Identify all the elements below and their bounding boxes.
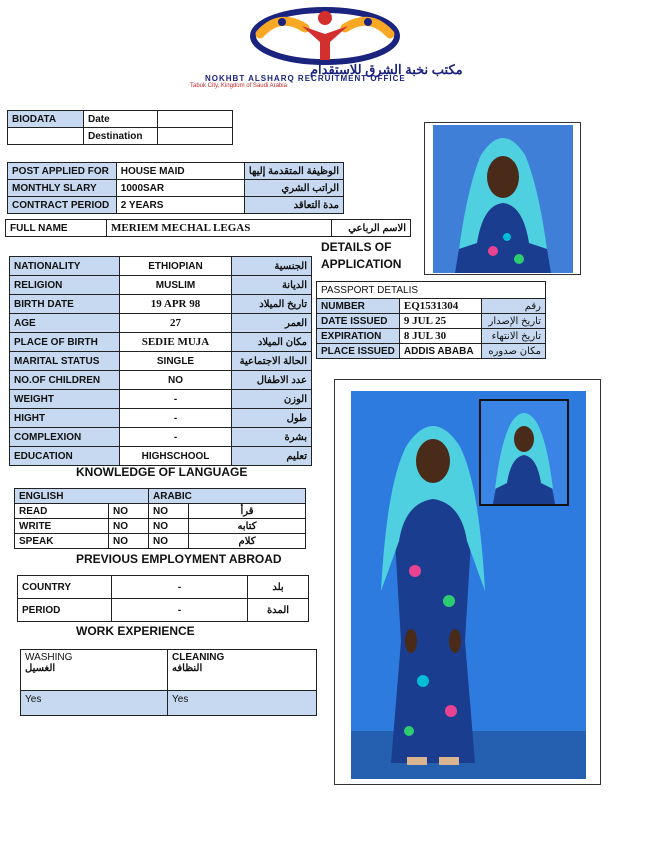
- biodata-table: [7, 110, 233, 145]
- birth-date-label: BIRTH DATE: [10, 295, 120, 314]
- education-label: EDUCATION: [10, 447, 120, 466]
- date-label: Date: [84, 111, 158, 128]
- write-english: NO: [109, 519, 149, 534]
- full-name-value: MERIEM MECHAL LEGAS: [107, 220, 332, 237]
- complexion-value: -: [120, 428, 232, 447]
- speak-english: NO: [109, 534, 149, 549]
- post-table: [7, 162, 344, 214]
- expiration-label: EXPIRATION: [317, 329, 400, 344]
- place-of-birth-value: SEDIE MUJA: [120, 333, 232, 352]
- full-name-label: FULL NAME: [6, 220, 107, 237]
- details-title-line2: APPLICATION: [321, 257, 402, 271]
- details-title-line1: DETAILS OF: [321, 240, 392, 254]
- speak-arabic-label: كلام: [189, 534, 306, 549]
- details-table: [9, 256, 312, 466]
- nationality-value: ETHIOPIAN: [120, 257, 232, 276]
- applicant-portrait-photo: [424, 122, 581, 275]
- logo-arabic-text: مكتب نخبة الشرق للاستقدام: [310, 62, 463, 77]
- children-label: NO.OF CHILDREN: [10, 371, 120, 390]
- country-label: COUNTRY: [18, 576, 112, 599]
- place-issued-label: PLACE ISSUED: [317, 344, 400, 359]
- children-arabic: عدد الاطفال: [232, 371, 312, 390]
- post-applied-arabic: الوظيفة المتقدمة إليها: [244, 163, 343, 180]
- biodata-label: BIODATA: [8, 111, 84, 128]
- weight-label: WEIGHT: [10, 390, 120, 409]
- nationality-arabic: الجنسية: [232, 257, 312, 276]
- speak-arabic: NO: [149, 534, 189, 549]
- post-applied-label: POST APPLIED FOR: [8, 163, 117, 180]
- height-arabic: طول: [232, 409, 312, 428]
- washing-value: Yes: [21, 691, 168, 716]
- age-arabic: العمر: [232, 314, 312, 333]
- education-value: HIGHSCHOOL: [120, 447, 232, 466]
- write-label: WRITE: [15, 519, 109, 534]
- employment-title: PREVIOUS EMPLOYMENT ABROAD: [76, 552, 282, 566]
- cleaning-value: Yes: [168, 691, 317, 716]
- country-value: -: [112, 576, 248, 599]
- washing-arabic: الغسيل: [25, 663, 56, 674]
- age-value: 27: [120, 314, 232, 333]
- read-arabic-label: قرأ: [189, 504, 306, 519]
- religion-arabic: الديانة: [232, 276, 312, 295]
- weight-value: -: [120, 390, 232, 409]
- date-value: [158, 111, 233, 128]
- period-value: -: [112, 599, 248, 622]
- birth-date-arabic: تاريخ الميلاد: [232, 295, 312, 314]
- employment-table: [17, 575, 309, 622]
- passport-number-arabic: رقم: [481, 299, 545, 314]
- full-name-table: [5, 219, 411, 237]
- complexion-arabic: بشرة: [232, 428, 312, 447]
- period-arabic: المدة: [248, 599, 309, 622]
- nationality-label: NATIONALITY: [10, 257, 120, 276]
- contract-period-value: 2 YEARS: [116, 197, 244, 214]
- inset-figure-icon: [481, 401, 567, 504]
- place-issued-value: ADDIS ABABA: [399, 344, 481, 359]
- logo-subtitle: Tabuk City, Kingdom of Saudi Arabia: [190, 83, 287, 89]
- children-value: NO: [120, 371, 232, 390]
- write-arabic-label: كتابه: [189, 519, 306, 534]
- weight-arabic: الوزن: [232, 390, 312, 409]
- passport-number-value: EQ1531304: [399, 299, 481, 314]
- cleaning-cell: [168, 650, 317, 691]
- read-english: NO: [109, 504, 149, 519]
- passport-title: PASSPORT DETALIS: [317, 282, 546, 299]
- language-title: KNOWLEDGE OF LANGUAGE: [76, 465, 248, 479]
- age-label: AGE: [10, 314, 120, 333]
- destination-label: Destination: [84, 128, 158, 145]
- cleaning-label: CLEANING: [172, 652, 225, 663]
- language-head-arabic: ARABIC: [149, 489, 306, 504]
- monthly-salary-label: MONTHLY SLARY: [8, 180, 117, 197]
- expiration-value: 8 JUL 30: [399, 329, 481, 344]
- place-issued-arabic: مكان صدوره: [481, 344, 545, 359]
- marital-status-value: SINGLE: [120, 352, 232, 371]
- place-of-birth-arabic: مكان الميلاد: [232, 333, 312, 352]
- place-of-birth-label: PLACE OF BIRTH: [10, 333, 120, 352]
- birth-date-value: 19 APR 98: [120, 295, 232, 314]
- cleaning-arabic: النظافه: [172, 663, 203, 674]
- passport-table: [316, 281, 546, 359]
- write-arabic: NO: [149, 519, 189, 534]
- full-name-arabic: الاسم الرباعي: [332, 220, 411, 237]
- portrait-figure-icon: [433, 125, 573, 273]
- language-table: [14, 488, 306, 549]
- read-label: READ: [15, 504, 109, 519]
- date-issued-label: DATE ISSUED: [317, 314, 400, 329]
- washing-cell: [21, 650, 168, 691]
- applicant-full-body-photo: [334, 379, 601, 785]
- religion-value: MUSLIM: [120, 276, 232, 295]
- read-arabic: NO: [149, 504, 189, 519]
- post-applied-value: HOUSE MAID: [116, 163, 244, 180]
- marital-status-arabic: الحالة الاجتماعية: [232, 352, 312, 371]
- height-value: -: [120, 409, 232, 428]
- date-issued-arabic: تاريخ الإصدار: [481, 314, 545, 329]
- marital-status-label: MARITAL STATUS: [10, 352, 120, 371]
- monthly-salary-arabic: الراتب الشري: [244, 180, 343, 197]
- work-title: WORK EXPERIENCE: [76, 624, 195, 638]
- expiration-arabic: تاريخ الانتهاء: [481, 329, 545, 344]
- destination-value: [158, 128, 233, 145]
- contract-period-label: CONTRACT PERIOD: [8, 197, 117, 214]
- education-arabic: تعليم: [232, 447, 312, 466]
- washing-label: WASHING: [25, 652, 73, 663]
- country-arabic: بلد: [248, 576, 309, 599]
- complexion-label: COMPLEXION: [10, 428, 120, 447]
- speak-label: SPEAK: [15, 534, 109, 549]
- religion-label: RELIGION: [10, 276, 120, 295]
- contract-period-arabic: مدة التعاقد: [244, 197, 343, 214]
- period-label: PERIOD: [18, 599, 112, 622]
- inset-portrait-photo: [479, 399, 569, 506]
- work-table: [20, 649, 317, 716]
- height-label: HIGHT: [10, 409, 120, 428]
- passport-number-label: NUMBER: [317, 299, 400, 314]
- logo-english-text: NOKHBT ALSHARQ RECRUITMENT OFFICE: [205, 74, 406, 83]
- monthly-salary-value: 1000SAR: [116, 180, 244, 197]
- language-head-english: ENGLISH: [15, 489, 149, 504]
- date-issued-value: 9 JUL 25: [399, 314, 481, 329]
